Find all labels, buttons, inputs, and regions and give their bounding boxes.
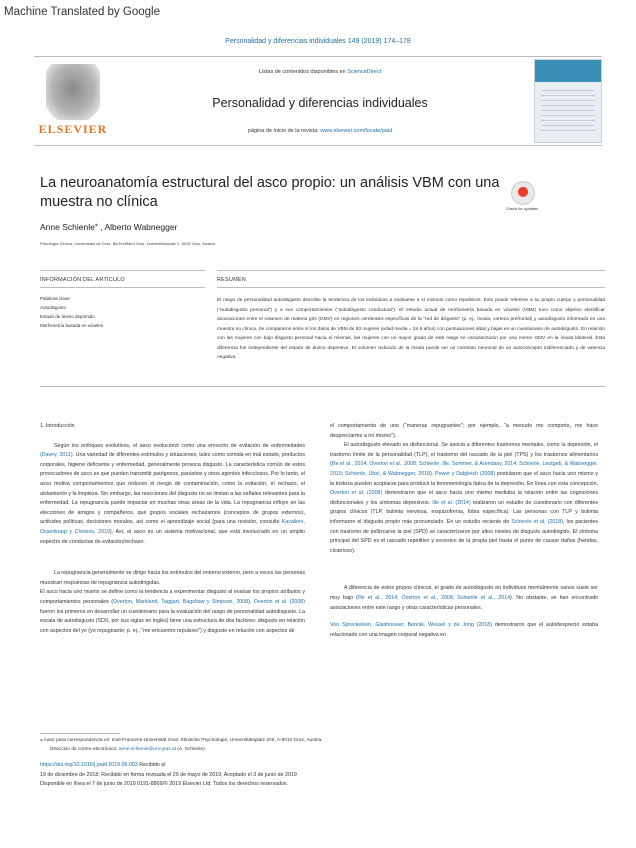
- article-info-heading: INFORMACIÓN DEL ARTÍCULO: [40, 277, 125, 283]
- footnote-rule: [40, 733, 120, 734]
- email-label: Dirección de correo electrónico:: [50, 747, 118, 752]
- text-run: ).: [429, 470, 434, 477]
- info-mid-rule: [40, 287, 205, 288]
- crossmark-label: Check for updates: [505, 206, 539, 211]
- machine-translated-banner: Machine Translated by Google: [4, 6, 160, 18]
- text-run: , los pacientes con trastorno de pellizcarse la piel (SPD) se caracterizaron por altos niveles de disgusto autodirigido. El síntoma principal del SPD es el rascado repetitivo y excesivo de la propia piel hasta el punto de causar daños (heridas, cicatrices).: [330, 518, 598, 554]
- email-line: [40, 745, 600, 754]
- journal-homepage-line: [110, 128, 530, 134]
- paragraph: [330, 584, 598, 613]
- elsevier-logo: [36, 60, 110, 140]
- journal-title: Personalidad y diferencias individuales: [212, 96, 428, 110]
- contents-available-line: [110, 69, 530, 75]
- footnote: [40, 736, 600, 754]
- contents-prefix: Listas de contenidos disponibles en: [258, 69, 346, 75]
- keyword-item: Morfometría basada en vóxeles: [40, 323, 104, 328]
- paragraph: La repugnancia generalmente se dirige hacia los estímulos del entorno externo, pero a veces las personas muestran respuestas de repugnancia autodirigidas.: [40, 570, 305, 586]
- abstract-top-rule: [217, 270, 605, 271]
- publisher-name: ELSEVIER: [38, 122, 108, 136]
- citation-link[interactable]: Overton et al. (2008): [330, 490, 383, 497]
- cover-band: [535, 60, 601, 82]
- left-column: [40, 422, 305, 636]
- text-run: A diferencia de estos grupos clínicos, el grado de autodisgusto en individuos mentalmente sanos suele ser muy bajo (: [330, 585, 598, 601]
- author-affiliation: Psicología Clínica, Universidad de Graz, BioTechMed Graz, Universitätsplatz 2, 8010 Graz, Austria: [40, 241, 215, 246]
- info-top-rule: [40, 270, 205, 271]
- citation-link[interactable]: Overton, Markland, Taggart, Bagshaw y Simpson, 2008: [113, 598, 249, 605]
- email-link[interactable]: anne.schienle@uni-graz.at: [118, 747, 176, 752]
- citation-link[interactable]: Von Spreckelsen, Glashouwer, Bennik, Wessel y de Jong (2018): [330, 622, 493, 629]
- elsevier-tree-icon: [46, 64, 100, 120]
- paragraph: [40, 442, 305, 548]
- text-run: Según los enfoques evolutivos, el asco evolucionó como una emoción de evitación de enfermedades: [54, 442, 305, 449]
- sciencedirect-link[interactable]: ScienceDirect: [347, 69, 382, 75]
- citation-link[interactable]: Kavaliers, Ossenkopp y Choleris, 2019: [40, 519, 305, 535]
- text-run: realizaron un estudio de cuestionario con diferentes grupos clínicos (TLP, bulimia nerviosa, esquizofrenia, fobia específica). Las personas con TLP y bulimia informaron el disgusto propio más pronunciado. En un estudio reciente de: [330, 499, 598, 525]
- abstract-heading: RESUMEN: [217, 277, 246, 283]
- correspondence-note: ⁎ Autor para correspondencia en: Karl-Franzens-Universität Graz, Klinische Psychologie, Universitätsplatz 2/III, A-8010 Graz, Austria.: [40, 738, 323, 743]
- citation-link[interactable]: Overton et al. (2008): [253, 598, 305, 605]
- paragraph: el comportamiento de uno ("maneras repugnantes"; por ejemplo, "a menudo me comporto, me hace desprecíarme a mí mismo").: [330, 423, 598, 439]
- text-run: postularon que el asco hacia uno mismo y la tristeza pueden acoplarse para producir la fenomenología típica de la depresión. En línea con esta concepción,: [330, 470, 598, 487]
- abstract-bottom-rule: [40, 386, 605, 387]
- citation-link[interactable]: Power y Dalgleish (2008): [435, 470, 496, 477]
- text-run: . Una variedad de diferentes estímulos y situaciones, tales como comida en mal estado, productos corporales, higiene deficiente y enfermedad, generalmente provoca disgusto. La característica común de estos provocadores de asco es que pueden transmitir patógenos, parásitos y otros agentes infecciosos. Por lo tanto, el asco motiva comportamientos que reducen el riesgo de contaminación, como la evitación, el rechazo, el aislamiento y la limpieza. Sin embargo, las reacciones del disgusto no se limitan a las señales relevantes para la enfermedad. La repugnancia puede impactar en muchas otras áreas de la vida. La repugnancia influye en las elecciones de amigos y compañeros, qué grupos sociales rechazamos (conceptos de grupos externos), actitudes políticas, decisiones morales, así como el aprendizaje social (para una revisión, consulte: [40, 452, 305, 526]
- paragraph: [330, 621, 598, 640]
- paragraph: [40, 588, 305, 636]
- right-column: [330, 422, 598, 640]
- crossmark-icon[interactable]: [511, 181, 535, 205]
- homepage-link[interactable]: www.elsevier.com/locate/paid: [320, 128, 393, 134]
- citation-link[interactable]: (Davey, 2011): [40, 452, 73, 459]
- author-1: Anne Schienle: [40, 221, 95, 232]
- section-heading-introduction: 1. Introducción: [40, 423, 75, 429]
- homepage-prefix: página de inicio de la revista:: [247, 128, 319, 134]
- text-run: ). No obstante, se han encontrado asociaciones entre este rasgo y otras características personales.: [330, 594, 598, 611]
- doi-link[interactable]: https://doi.org/10.1016/j.paid.2019.06.003: [40, 762, 138, 768]
- abstract-mid-rule: [217, 287, 605, 288]
- abstract-text: El rasgo de personalidad autodisgusto describe la tendencia de los individuos a evaluarse a sí mismos como repulsivos. Esto puede referirse a su propio cuerpo y personalidad ("autodisgusto personal") y a sus comportamientos ("autodisgusto conductual"). El estudio actual de morfometría basada en vóxeles (VBM) tuvo como objetivo identificar asociaciones entre el volumen de materia gris (GMV) en regiones cerebrales específicas de la "red de disgusto" (p. ej., ínsula, corteza prefrontal) y autodisgusto informado en una muestra no clínica. Se compararon entre sí los datos de VBM de 53 mujeres (edad media = 24,6 años) con puntuaciones altas y bajas en un cuestionario de autodisgusto. En relación con las mujeres con bajo disgusto personal hacia sí mismas, las mujeres con un mayor grado de este rasgo se caracterizaron por una menor GMV en la ínsula bilateral. Esta diferencia fue independiente del estado de ánimo depresivo. El volumen reducido de la ínsula puede ser un correlato neuronal de un autoconcepto indiferenciado y de valencia negativa.: [217, 298, 605, 360]
- journal-reference-link[interactable]: Personalidad y diferencias individuales 149 (2019) 174–178: [225, 38, 411, 45]
- paragraph: [330, 441, 598, 556]
- article-history: [40, 761, 600, 790]
- journal-cover-thumbnail: [534, 59, 602, 143]
- text-run: fueron los primeros en desarrollar un cuestionario para la evaluación del rasgo de personalidad autodisgusto. La escala de autodisgusto (SDS, por sus siglas en inglés) tiene una estructura de dos factores: disgusto en relación con aspectos del yo (yo repugnante; p. ej., "me encuentro repulsivo") y disgusto en relación con aspectos de: [40, 608, 305, 634]
- text-run: demostraron que el asco hacia uno mismo mediaba la relación entre las cogniciones disfuncionales y los síntomas depresivos.: [330, 490, 598, 506]
- citation-link[interactable]: Ille et al., 2014; Overton et al., 2008; Schienle, Ille, Sommer, & Arendasy, 2014; Schienle, Leutgeb, & Wabnegger, 2015; Schienle, Übel, & Wabnegger, 2018: [330, 461, 598, 477]
- text-run: El asco hacia uno mismo se define como la tendencia a experimentar disgusto al evaluar los propios atributos y comportamientos personales (: [40, 589, 305, 605]
- keywords-label: Palabras clave:: [40, 296, 71, 301]
- doi-line: [40, 761, 600, 771]
- citation-link[interactable]: Ille et al., 2014; Overton et al., 2008; Schienle et al., 2014: [357, 594, 511, 601]
- text-run: ).: [248, 598, 252, 605]
- cover-text-lines: [541, 90, 595, 134]
- keyword-item: Estado de ánimo deprimido: [40, 314, 95, 319]
- keywords-list: [40, 294, 205, 330]
- text-run: ). Así, el asco es un sistema motivacional, que está involucrado en un amplio espectro de conductas de evitación/rechazo.: [40, 528, 305, 545]
- received-label: Recibido el: [139, 762, 166, 768]
- author-list: [40, 221, 177, 232]
- citation-link[interactable]: Ille et al. (2014): [432, 499, 471, 506]
- citation-link[interactable]: Schienle et al. (2018): [511, 518, 563, 525]
- availability-line: Disponible en línea el 7 de junio de 2019 0191-8869/© 2019 Elsevier Ltd. Todos los derechos reservados.: [40, 781, 288, 787]
- author-2: , Alberto Wabnegger: [100, 221, 178, 232]
- corresponding-mark[interactable]: ⁎: [94, 222, 98, 228]
- text-run: demostraron que el autodesprecio estaba relacionado con una imagen corporal negativa en: [330, 622, 598, 638]
- text-run: El autodisgusto elevado es disfuncional. Se asocia a diferentes trastornos mentales, como la depresión, el trastorno límite de la personalidad (TLP), el trastorno del rascado de la piel (TPS) y los trastornos alimentarios (: [330, 442, 598, 468]
- article-title: La neuroanatomía estructural del asco propio: un análisis VBM con una muestra no clínica: [40, 175, 500, 210]
- keyword-item: Autodisgusto: [40, 305, 67, 310]
- email-suffix: (A. Schienle).: [177, 747, 207, 752]
- history-dates: 19 de diciembre de 2018; Recibido en forma revisada el 29 de mayo de 2019; Aceptado el 3 de junio de 2019: [40, 771, 297, 778]
